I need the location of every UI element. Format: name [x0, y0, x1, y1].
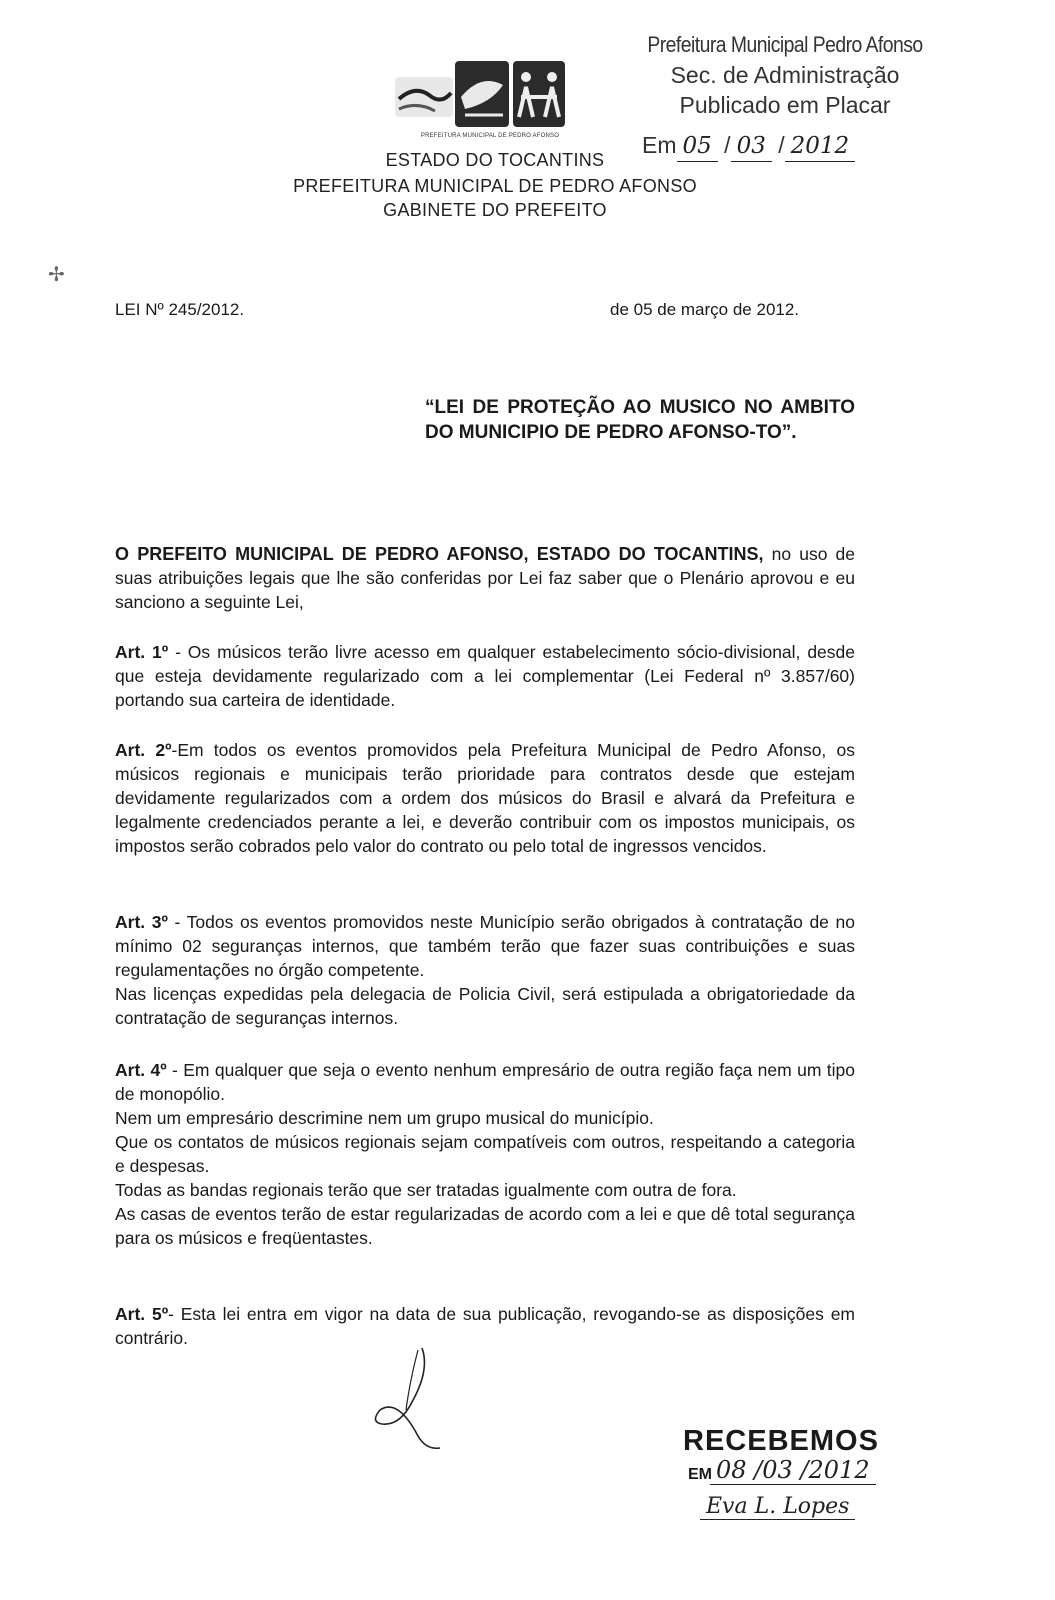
receipt-em-label: EM — [688, 1466, 712, 1483]
article-3-paragraph-2: Nas licenças expedidas pela delegacia de Policia Civil, será estipulada a obrigatoriedade da contratação de seguranças internos. — [115, 984, 855, 1028]
mayor-signature — [360, 1340, 470, 1460]
preamble — [115, 542, 855, 614]
stamp-date-prefix: Em — [642, 132, 677, 158]
municipality-logo — [395, 55, 585, 155]
header-state: ESTADO DO TOCANTINS — [385, 150, 605, 170]
article-5-label: Art. 5º — [115, 1304, 169, 1324]
article-5-text: - Esta lei entra em vigor na data de sua publicação, revogando-se as disposições em contrário. — [115, 1304, 856, 1348]
stamp-date: Em 05 / 03 / 2012 — [620, 130, 950, 162]
stamp-line-3: Publicado em Placar — [679, 92, 891, 118]
header-municipality: PREFEITURA MUNICIPAL DE PEDRO AFONSO — [293, 176, 697, 196]
article-1-label: Art. 1º — [115, 642, 169, 662]
preamble-text: no uso de suas atribuições legais que lhe são conferidas por Lei faz saber que o Plenário aprovou e eu sanciono a seguinte Lei, — [115, 544, 855, 612]
header-office: GABINETE DO PREFEITO — [383, 200, 607, 220]
logo-caption: PREFEITURA MUNICIPAL DE PEDRO AFONSO — [420, 133, 560, 139]
receipt-date: 08 /03 /2012 — [710, 1456, 876, 1485]
article-1-text: - Os músicos terão livre acesso em qualquer estabelecimento sócio-divisional, desde que esteja devidamente regularizado com a lei complementar (Lei Federal nº 3.857/60) portando sua carteira de identidade. — [115, 642, 856, 710]
article-1 — [115, 640, 855, 712]
article-4-paragraph-3: Que os contatos de músicos regionais sejam compatíveis com outros, respeitando a categoria e despesas. — [115, 1132, 855, 1176]
article-2-label: Art. 2º — [115, 740, 172, 760]
receipt-signature: Eva L. Lopes — [700, 1494, 855, 1520]
stamp-month: 03 — [731, 131, 772, 162]
article-5 — [115, 1302, 855, 1350]
law-title: “LEI DE PROTEÇÃO AO MUSICO NO AMBITO DO MUNICIPIO DE PEDRO AFONSO-TO”. — [425, 397, 855, 443]
article-4-paragraph-2: Nem um empresário descrimine nem um grupo musical do município. — [115, 1108, 654, 1128]
article-4-paragraph-5: As casas de eventos terão de estar regularizadas de acordo com a lei e que dê total segurança para os músicos e freqüentastes. — [115, 1204, 855, 1248]
article-4 — [115, 1058, 855, 1250]
article-3-label: Art. 3º — [115, 912, 168, 932]
stamp-line-2: Sec. de Administração — [670, 62, 900, 88]
article-3 — [115, 910, 855, 1030]
article-2 — [115, 738, 855, 858]
law-date: de 05 de março de 2012. — [610, 300, 800, 319]
article-4-paragraph-4: Todas as bandas regionais terão que ser tratadas igualmente com outra de fora. — [115, 1180, 737, 1200]
law-number: LEI Nº 245/2012. — [115, 300, 245, 319]
article-4-text: - Em qualquer que seja o evento nenhum empresário de outra região faça nem um tipo de monopólio. — [115, 1060, 856, 1104]
publication-stamp — [620, 30, 950, 159]
stamp-day: 05 — [677, 131, 718, 162]
receipt-stamp-title: RECEBEMOS — [683, 1425, 879, 1457]
article-4-label: Art. 4º — [115, 1060, 167, 1080]
stamp-line-1: Prefeitura Municipal Pedro Afonso — [647, 32, 923, 57]
scan-mark-icon: ✢ — [48, 264, 65, 286]
stamp-year: 2012 — [785, 131, 856, 162]
logo-emblem — [395, 55, 585, 139]
article-3-text: - Todos os eventos promovidos neste Município serão obrigados à contratação de no mínimo 02 seguranças internos, que também terão que fazer suas contribuições e suas regulamentações no órgão competente. — [115, 912, 856, 980]
preamble-heading: O PREFEITO MUNICIPAL DE PEDRO AFONSO, ESTADO DO TOCANTINS, — [115, 544, 764, 564]
article-2-text: -Em todos os eventos promovidos pela Prefeitura Municipal de Pedro Afonso, os músicos regionais e municipais terão prioridade para contratos desde que estejam devidamente regularizados com a ordem dos músicos do Brasil e alvará da Prefeitura e legalmente credenciados perante a lei, e deverão contribuir com os impostos municipais, os impostos serão cobrados pelo valor do contrato ou pelo total de ingressos vencidos. — [115, 740, 856, 856]
